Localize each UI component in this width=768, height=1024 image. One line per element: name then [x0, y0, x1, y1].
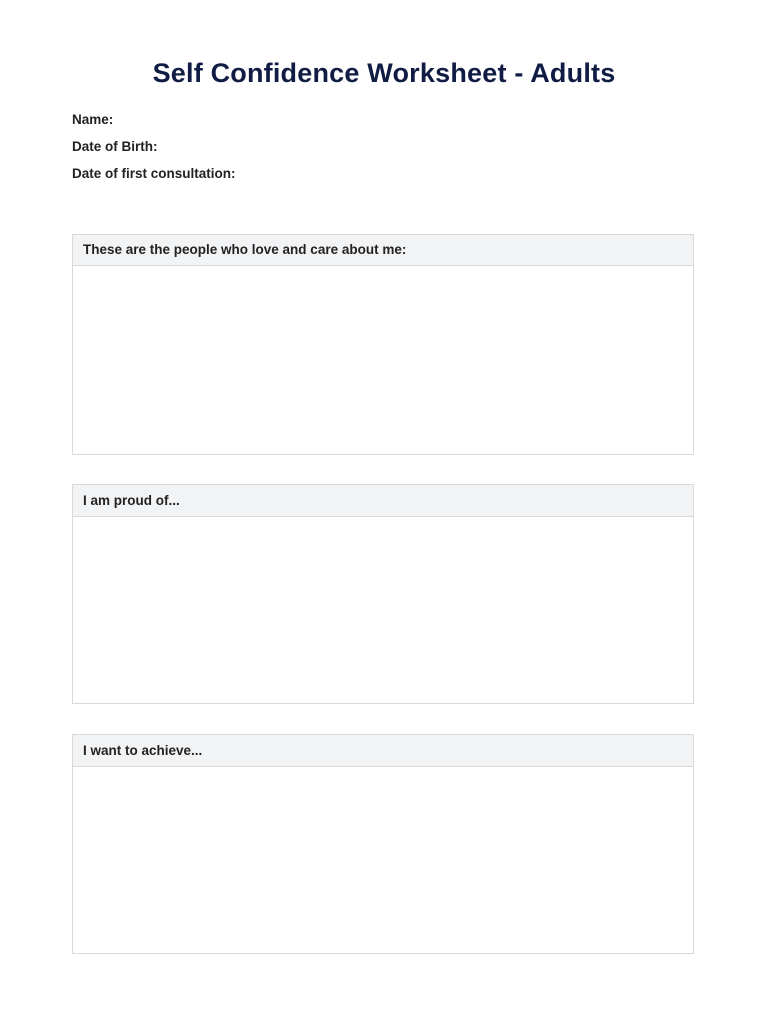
page-title: Self Confidence Worksheet - Adults — [152, 58, 616, 88]
section-heading: These are the people who love and care about me: — [73, 235, 693, 266]
first-consultation-field-label: Date of first consultation: — [72, 166, 236, 181]
section-answer-area[interactable] — [73, 767, 693, 953]
section-heading: I am proud of... — [73, 485, 693, 517]
section-heading: I want to achieve... — [73, 735, 693, 767]
date-of-birth-field-label: Date of Birth: — [72, 139, 158, 154]
section-answer-area[interactable] — [73, 266, 693, 454]
section-answer-area[interactable] — [73, 517, 693, 703]
name-field-label: Name: — [72, 112, 114, 127]
section-people-who-care — [72, 234, 694, 455]
section-want-to-achieve — [72, 734, 694, 954]
section-proud-of — [72, 484, 694, 704]
